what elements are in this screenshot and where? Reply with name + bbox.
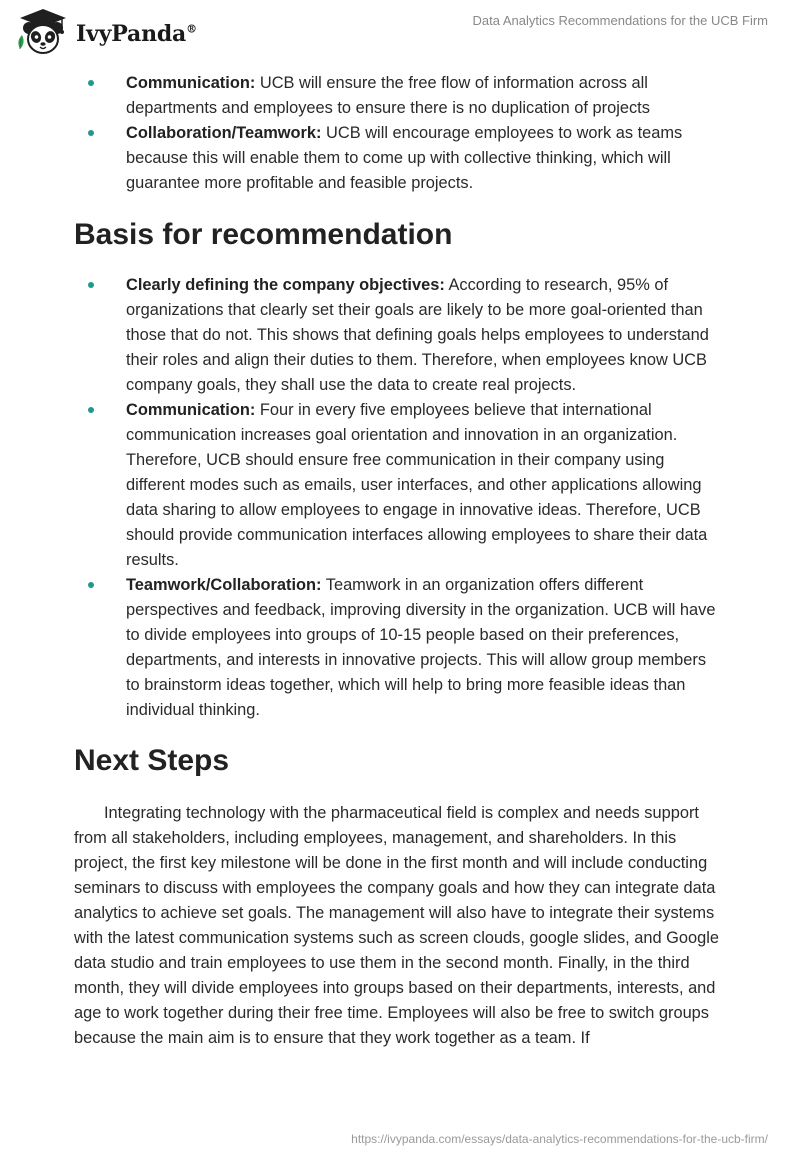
bullet-text: UCB will ensure the free flow of information across all departments and employees to ensure there is no duplication of projects [126,74,650,117]
list-item [74,398,724,573]
list-item [74,273,724,398]
bullet-term: Clearly defining the company objectives: [126,276,445,294]
basis-bullet-list [74,273,724,723]
bullet-term: Teamwork/Collaboration: [126,576,322,594]
ivypanda-logo[interactable] [14,7,197,57]
article-content [74,71,724,1051]
document-title: Data Analytics Recommendations for the UCB Firm [472,13,768,28]
section-heading-next-steps: Next Steps [74,744,230,777]
registered-mark: ® [186,22,197,36]
bullet-text: Teamwork in an organization offers different perspectives and feedback, improving diversity in the organization. UCB will have to divide employees into groups of 10-15 people based on their preferences, departments, and interests in innovative projects. This will allow group members to brainstorm ideas together, which will help to bring more feasible ideas than individual thinking. [126,576,716,719]
bullet-icon [88,80,94,86]
intro-bullet-list [74,71,724,196]
list-item [74,121,724,196]
list-item [74,71,724,121]
bullet-text: UCB will encourage employees to work as teams because this will enable them to come up with collective thinking, which will guarantee more profitable and feasible projects. [126,124,683,192]
bullet-icon [88,582,94,588]
source-url[interactable]: https://ivypanda.com/essays/data-analytics-recommendations-for-the-ucb-firm/ [351,1132,768,1146]
list-item [74,573,724,723]
brand-name: IvyPanda® [76,21,197,47]
bullet-text: According to research, 95% of organizations that clearly set their goals are likely to be more goal-oriented than those that do not. This shows that defining goals helps employees to understand their roles and align their duties to them. Therefore, when employees know UCB company goals, they shall use the data to create real projects. [126,276,709,394]
bullet-icon [88,282,94,288]
bullet-term: Communication: [126,401,256,419]
section-heading-basis: Basis for recommendation [74,218,453,251]
bullet-term: Collaboration/Teamwork: [126,124,322,142]
page-header [0,0,800,62]
bullet-term: Communication: [126,74,256,92]
next-steps-paragraph: Integrating technology with the pharmaceutical field is complex and needs support from all stakeholders, including employees, management, and shareholders. In this project, the first key milestone will be done in the first month and will include conducting seminars to discuss with employees the company goals and how they can integrate data analytics to achieve set goals. The management will also have to integrate their systems with the latest communication systems such as screen clouds, google slides, and Google data studio and train employees to use them in the second month. Finally, in the third month, they will divide employees into groups based on their departments, interests, and age to work together during their free time. Employees will also be free to switch groups because the main aim is to ensure that they work together as a team. If [74,804,720,1047]
panda-graduate-icon [14,7,72,57]
bullet-icon [88,130,94,136]
bullet-text: Four in every five employees believe that international communication increases goal orientation and innovation in an organization. Therefore, UCB should ensure free communication in their company using different modes such as emails, user interfaces, and other applications allowing data sharing to allow employees to engage in innovative ideas. Therefore, UCB should provide communication interfaces allowing employees to share their data results. [126,401,708,569]
bullet-icon [88,407,94,413]
